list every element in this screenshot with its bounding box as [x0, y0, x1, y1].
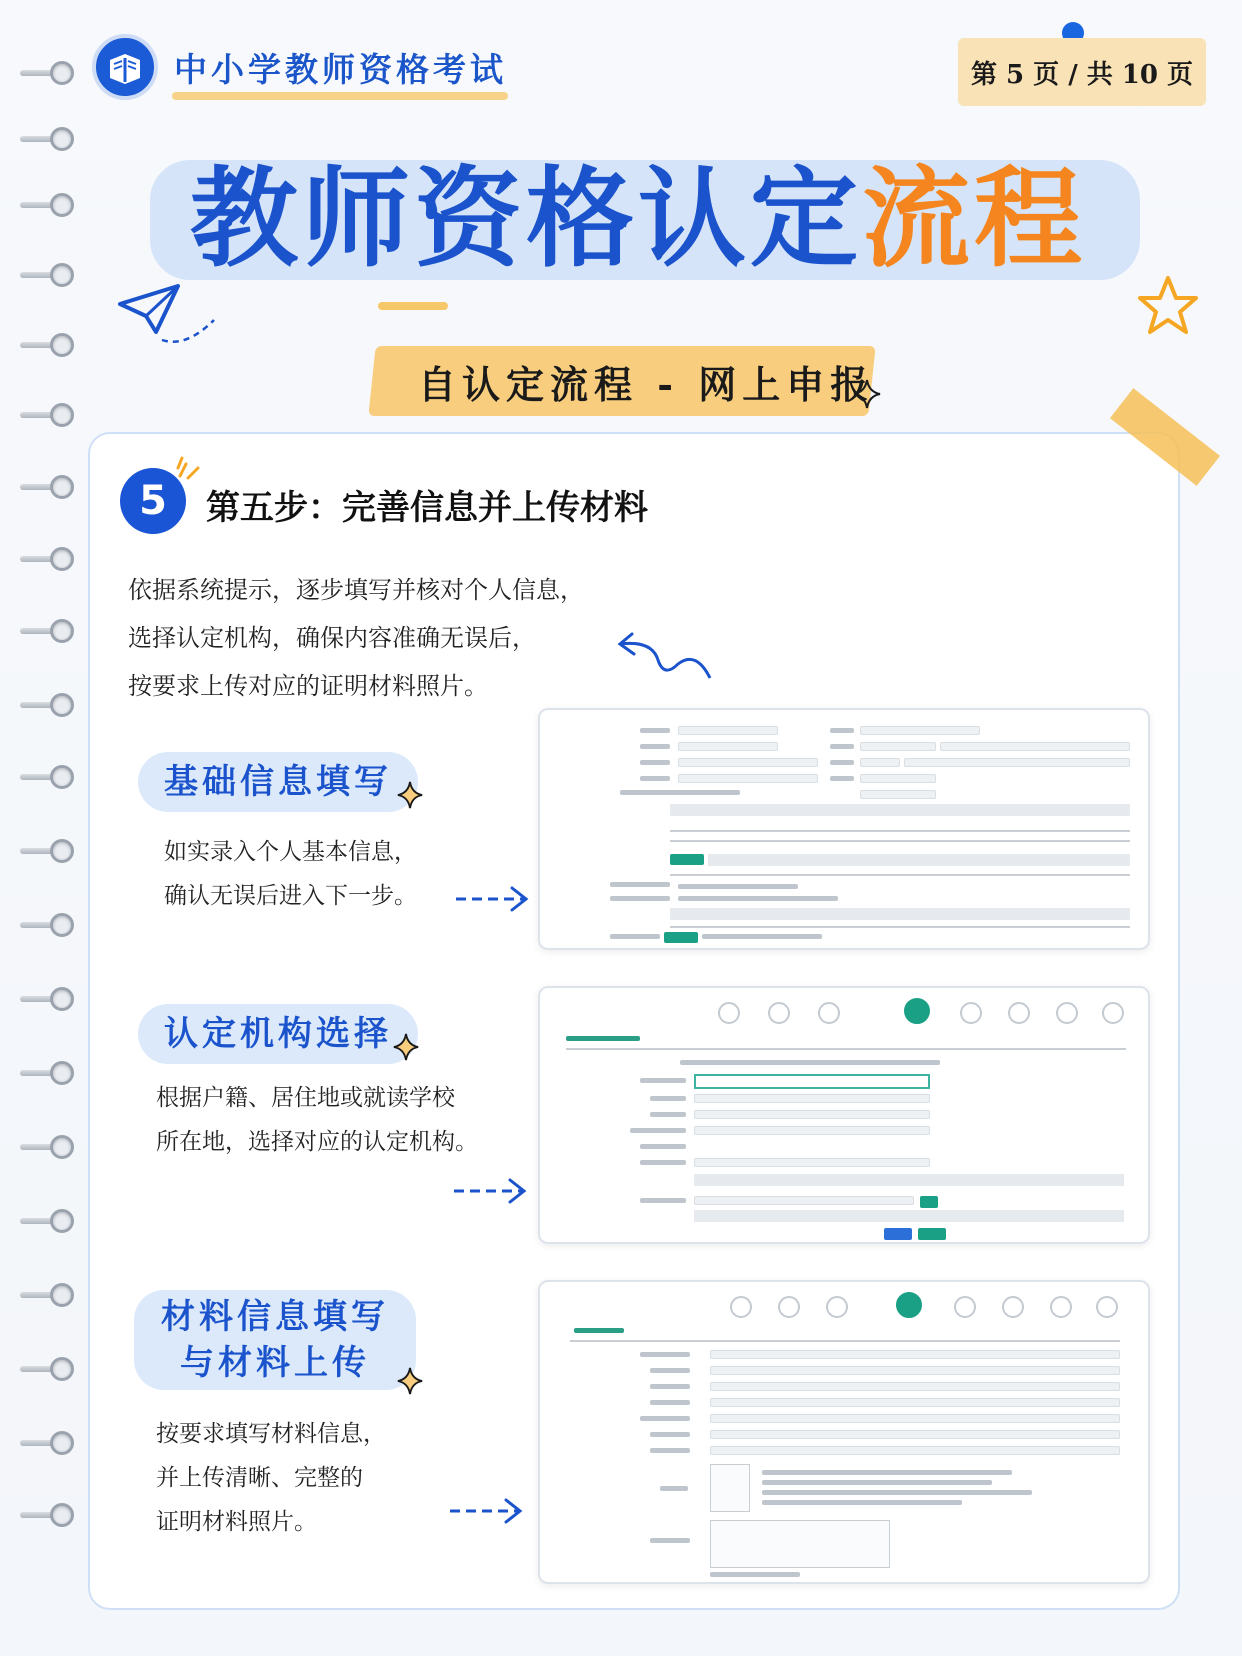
- ring: [20, 1058, 78, 1088]
- screenshot-materials-upload-form: [538, 1280, 1150, 1584]
- logo-book-icon: [92, 34, 158, 100]
- ring: [20, 762, 78, 792]
- step-number-badge: 5: [120, 468, 186, 534]
- sparkle-icon: [396, 1366, 424, 1396]
- desc-line: 并上传清晰、完整的: [156, 1465, 363, 1491]
- intro-line: 依据系统提示，逐步填写并核对个人信息，: [128, 576, 584, 604]
- section-desc-materials: [156, 1412, 386, 1544]
- ring: [20, 544, 78, 574]
- section-desc-institution: [156, 1076, 478, 1164]
- desc-line: 按要求填写材料信息，: [156, 1421, 386, 1447]
- dashed-arrow-icon: [454, 884, 530, 914]
- ring: [20, 1280, 78, 1310]
- step-title: 第五步：完善信息并上传材料: [206, 488, 648, 528]
- title-orange-part: 流程: [862, 157, 1087, 282]
- intro-line: 选择认定机构，确保内容准确无误后，: [128, 624, 536, 652]
- ring: [20, 984, 78, 1014]
- page-indicator: 第 5 页 / 共 10 页: [958, 38, 1206, 106]
- ring: [20, 1132, 78, 1162]
- ring: [20, 1206, 78, 1236]
- title-blue-part: 教师资格认定: [190, 157, 863, 282]
- section-title-basic-info: 基础信息填写: [138, 752, 418, 812]
- section-title-line: 材料信息填写: [161, 1297, 389, 1337]
- brand-underline: [172, 92, 508, 100]
- section-title-institution: 认定机构选择: [138, 1004, 418, 1064]
- ring: [20, 1500, 78, 1530]
- paper-plane-icon: [116, 282, 226, 352]
- star-icon: [1136, 274, 1200, 338]
- ring: [20, 1428, 78, 1458]
- page-title: [190, 150, 1086, 290]
- ring: [20, 910, 78, 940]
- ring: [20, 690, 78, 720]
- ring: [20, 58, 78, 88]
- desc-line: 证明材料照片。: [156, 1509, 317, 1535]
- ring: [20, 400, 78, 430]
- sparkle-lines-icon: [176, 456, 204, 482]
- ring: [20, 616, 78, 646]
- section-title-line: 与材料上传: [180, 1343, 370, 1383]
- ring: [20, 330, 78, 360]
- ring: [20, 472, 78, 502]
- curly-arrow-icon: [614, 628, 714, 684]
- section-title-materials: [134, 1290, 416, 1390]
- desc-line: 确认无误后进入下一步。: [164, 883, 417, 909]
- sparkle-icon: [392, 1032, 420, 1062]
- title-underline: [378, 302, 448, 310]
- subtitle: 自认定流程 - 网上申报: [418, 362, 875, 407]
- ring: [20, 260, 78, 290]
- intro-line: 按要求上传对应的证明材料照片。: [128, 672, 488, 700]
- step-intro: [128, 566, 584, 710]
- brand-name: 中小学教师资格考试: [174, 50, 507, 89]
- ring: [20, 1354, 78, 1384]
- desc-line: 根据户籍、居住地或就读学校: [156, 1085, 455, 1111]
- dashed-arrow-icon: [452, 1176, 528, 1206]
- ring: [20, 190, 78, 220]
- sparkle-icon: [396, 780, 424, 810]
- desc-line: 如实录入个人基本信息，: [164, 839, 417, 865]
- dashed-arrow-icon: [448, 1496, 524, 1526]
- sparkle-icon: [852, 378, 882, 410]
- ring: [20, 836, 78, 866]
- screenshot-basic-info-form: [538, 708, 1150, 950]
- screenshot-institution-form: [538, 986, 1150, 1244]
- desc-line: 所在地，选择对应的认定机构。: [156, 1129, 478, 1155]
- ring: [20, 124, 78, 154]
- section-desc-basic-info: [164, 830, 417, 918]
